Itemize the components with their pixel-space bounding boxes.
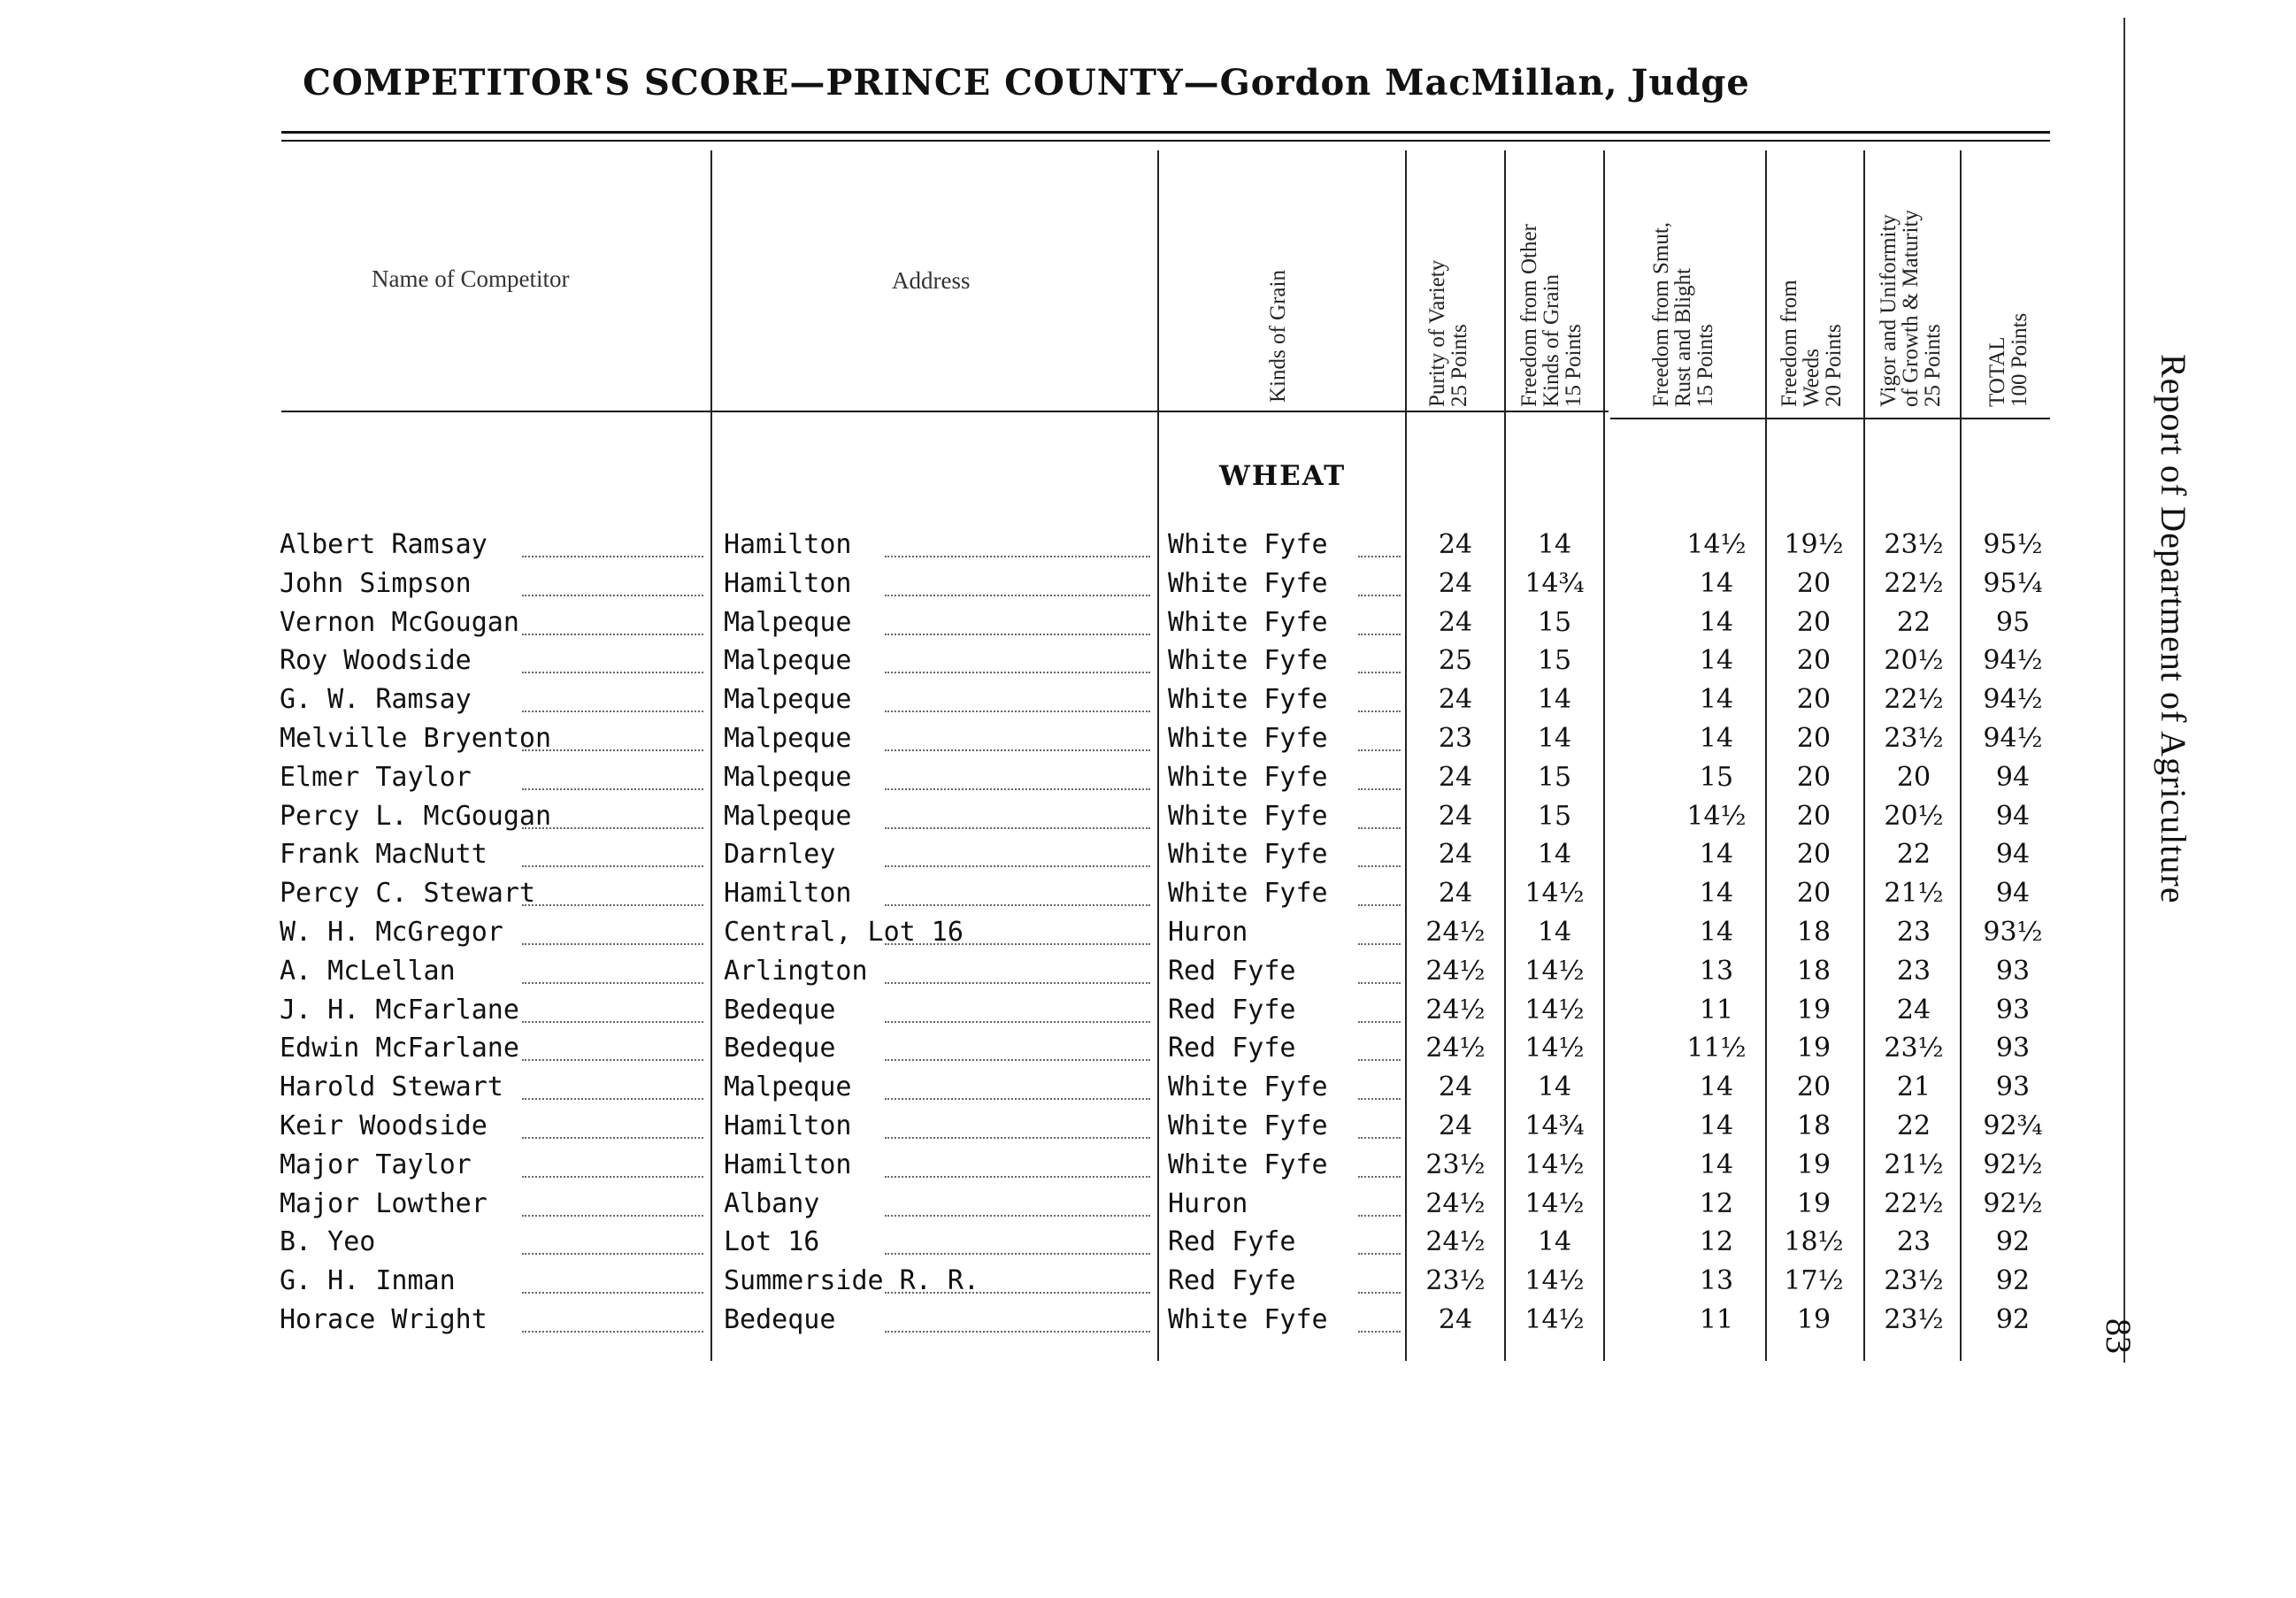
score-weeds: 20 (1796, 723, 1831, 754)
score-smut: 11 (1699, 1304, 1734, 1335)
table-row (0, 1033, 2053, 1072)
kind-leader (1358, 943, 1401, 945)
address-leader (885, 749, 1150, 751)
table-row (0, 917, 2053, 956)
score-smut: 12 (1699, 1226, 1734, 1258)
competitor-address: Hamilton (724, 529, 852, 560)
score-other: 14½ (1524, 1187, 1585, 1219)
score-other: 15 (1537, 606, 1572, 638)
grain-kind: White Fyfe (1168, 1072, 1328, 1103)
score-other: 15 (1537, 645, 1572, 677)
competitor-name: Melville Bryenton (280, 723, 552, 754)
header-bottom-rule-right (1610, 418, 2050, 419)
competitor-name: G. H. Inman (280, 1265, 456, 1297)
competitor-name: Elmer Taylor (280, 761, 472, 793)
score-total: 94 (1995, 761, 2031, 793)
score-vigor: 22½ (1884, 567, 1944, 599)
score-vigor: 23 (1896, 1226, 1931, 1258)
competitor-address: Malpeque (724, 723, 852, 754)
score-total: 95 (1995, 606, 2031, 638)
header-name: Name of Competitor (372, 265, 570, 292)
table-row (0, 723, 2053, 762)
table-row (0, 801, 2053, 840)
name-leader (522, 788, 703, 790)
score-weeds: 19½ (1784, 529, 1844, 560)
score-vigor: 22 (1896, 1110, 1931, 1141)
address-leader (885, 1253, 1150, 1255)
score-smut: 12 (1699, 1187, 1734, 1219)
grain-kind: Huron (1168, 1187, 1248, 1219)
address-leader (885, 1059, 1150, 1061)
header-vigor: Vigor and Uniformity of Growth & Maturity 25 Points (1877, 210, 1945, 407)
score-vigor: 20½ (1884, 800, 1944, 832)
score-vigor: 21½ (1884, 878, 1944, 910)
header-weeds: Freedom from Weeds 20 Points (1778, 280, 1846, 407)
grain-kind: Huron (1168, 917, 1248, 948)
score-purity: 24½ (1425, 994, 1486, 1026)
grain-kind: White Fyfe (1168, 723, 1328, 754)
score-other: 14 (1537, 1072, 1572, 1103)
score-purity: 24 (1438, 878, 1473, 910)
grain-kind: White Fyfe (1168, 1304, 1328, 1335)
competitor-name: Major Lowther (280, 1187, 488, 1219)
competitor-name: Keir Woodside (280, 1110, 488, 1141)
score-vigor: 22½ (1884, 1187, 1944, 1219)
page-number: 83 (2099, 1318, 2139, 1354)
score-weeds: 20 (1796, 567, 1831, 599)
address-leader (885, 982, 1150, 984)
address-leader (885, 1331, 1150, 1333)
score-weeds: 20 (1796, 645, 1831, 677)
competitor-name: Albert Ramsay (280, 529, 488, 560)
kind-leader (1358, 749, 1401, 751)
competitor-address: Hamilton (724, 878, 852, 910)
score-other: 14½ (1524, 1304, 1585, 1335)
score-other: 14½ (1524, 1149, 1585, 1180)
header-total: TOTAL 100 Points (1985, 312, 2031, 407)
competitor-address: Albany (724, 1187, 820, 1219)
address-leader (885, 595, 1150, 596)
score-smut: 14 (1699, 645, 1734, 677)
table-row (0, 568, 2053, 607)
name-leader (522, 1021, 703, 1023)
score-total: 93 (1995, 955, 2031, 987)
score-total: 92¾ (1983, 1110, 2043, 1141)
table-row (0, 1265, 2053, 1304)
table-row (0, 529, 2053, 568)
score-other: 14½ (1524, 994, 1585, 1026)
kind-leader (1358, 1137, 1401, 1139)
grain-kind: White Fyfe (1168, 800, 1328, 832)
competitor-address: Lot 16 (724, 1226, 820, 1258)
kind-leader (1358, 672, 1401, 673)
competitor-address: Bedeque (724, 1033, 836, 1064)
table-row (0, 1304, 2053, 1343)
address-leader (885, 788, 1150, 790)
score-vigor: 21 (1896, 1072, 1931, 1103)
name-leader (522, 711, 703, 712)
competitor-name: Harold Stewart (280, 1072, 503, 1103)
competitor-name: Major Taylor (280, 1149, 472, 1180)
competitor-name: B. Yeo (280, 1226, 376, 1258)
competitor-address: Central, Lot 16 (724, 917, 964, 948)
score-vigor: 21½ (1884, 1149, 1944, 1180)
score-vigor: 23½ (1884, 529, 1944, 560)
name-leader (522, 943, 703, 945)
competitor-name: J. H. McFarlane (280, 994, 519, 1026)
name-leader (522, 1137, 703, 1139)
grain-kind: White Fyfe (1168, 1110, 1328, 1141)
table-row (0, 1110, 2053, 1149)
competitor-name: Horace Wright (280, 1304, 488, 1335)
kind-leader (1358, 595, 1401, 596)
score-weeds: 17½ (1784, 1265, 1844, 1297)
kind-leader (1358, 1059, 1401, 1061)
competitor-name: W. H. McGregor (280, 917, 503, 948)
address-leader (885, 827, 1150, 829)
kind-leader (1358, 1292, 1401, 1294)
header-smut: Freedom from Smut, Rust and Blight 15 Points (1649, 221, 1717, 407)
name-leader (522, 982, 703, 984)
score-purity: 24½ (1425, 955, 1486, 987)
grain-kind: Red Fyfe (1168, 1226, 1296, 1258)
score-weeds: 20 (1796, 839, 1831, 871)
name-leader (522, 556, 703, 557)
competitor-name: Percy L. McGougan (280, 800, 552, 832)
score-weeds: 19 (1796, 1033, 1831, 1064)
score-smut: 14 (1699, 917, 1734, 948)
score-other: 14 (1537, 1226, 1572, 1258)
score-total: 93 (1995, 1033, 2031, 1064)
table-row (0, 956, 2053, 995)
score-weeds: 20 (1796, 878, 1831, 910)
competitor-name: A. McLellan (280, 955, 456, 987)
score-vigor: 22½ (1884, 684, 1944, 716)
address-leader (885, 672, 1150, 673)
score-other: 14 (1537, 684, 1572, 716)
name-leader (522, 827, 703, 829)
name-leader (522, 1253, 703, 1255)
score-vigor: 20½ (1884, 645, 1944, 677)
score-total: 92½ (1983, 1149, 2043, 1180)
address-leader (885, 865, 1150, 867)
competitor-address: Bedeque (724, 1304, 836, 1335)
score-weeds: 20 (1796, 684, 1831, 716)
score-other: 14½ (1524, 955, 1585, 987)
score-other: 14¾ (1524, 1110, 1585, 1141)
score-weeds: 19 (1796, 994, 1831, 1026)
score-total: 95½ (1983, 529, 2043, 560)
score-other: 14 (1537, 529, 1572, 560)
score-total: 94½ (1983, 723, 2043, 754)
kind-leader (1358, 865, 1401, 867)
score-purity: 24½ (1425, 917, 1486, 948)
score-total: 94 (1995, 839, 2031, 871)
right-margin-rule (2123, 18, 2125, 1363)
score-other: 14½ (1524, 1033, 1585, 1064)
competitor-address: Malpeque (724, 800, 852, 832)
score-purity: 23 (1438, 723, 1473, 754)
top-rule-1 (281, 131, 2050, 134)
score-vigor: 23½ (1884, 1304, 1944, 1335)
competitor-address: Darnley (724, 839, 836, 871)
score-purity: 24½ (1425, 1187, 1486, 1219)
kind-leader (1358, 634, 1401, 635)
score-vigor: 23 (1896, 955, 1931, 987)
kind-leader (1358, 982, 1401, 984)
score-vigor: 22 (1896, 839, 1931, 871)
score-other: 14 (1537, 723, 1572, 754)
address-leader (885, 1176, 1150, 1178)
page-title: COMPETITOR'S SCORE—PRINCE COUNTY—Gordon MacMillan, Judge (303, 62, 1750, 104)
score-smut: 11½ (1686, 1033, 1747, 1064)
competitor-address: Arlington (724, 955, 868, 987)
score-purity: 24 (1438, 761, 1473, 793)
grain-kind: White Fyfe (1168, 761, 1328, 793)
name-leader (522, 865, 703, 867)
score-total: 94 (1995, 878, 2031, 910)
score-weeds: 18 (1796, 955, 1831, 987)
competitor-name: Roy Woodside (280, 645, 472, 677)
score-purity: 24 (1438, 800, 1473, 832)
name-leader (522, 595, 703, 596)
name-leader (522, 1215, 703, 1217)
address-leader (885, 711, 1150, 712)
table-row (0, 607, 2053, 646)
address-leader (885, 634, 1150, 635)
name-leader (522, 634, 703, 635)
grain-kind: Red Fyfe (1168, 1265, 1296, 1297)
table-row (0, 839, 2053, 878)
competitor-address: Bedeque (724, 994, 836, 1026)
score-total: 93½ (1983, 917, 2043, 948)
grain-kind: White Fyfe (1168, 645, 1328, 677)
score-total: 94½ (1983, 645, 2043, 677)
header-address: Address (892, 267, 971, 294)
kind-leader (1358, 1331, 1401, 1333)
competitor-address: Malpeque (724, 645, 852, 677)
score-other: 15 (1537, 761, 1572, 793)
score-smut: 14 (1699, 684, 1734, 716)
top-rule-2 (281, 140, 2050, 142)
score-total: 93 (1995, 1072, 2031, 1103)
name-leader (522, 1176, 703, 1178)
competitor-address: Summerside R. R. (724, 1265, 979, 1297)
score-weeds: 19 (1796, 1187, 1831, 1219)
score-smut: 14 (1699, 878, 1734, 910)
address-leader (885, 556, 1150, 557)
competitor-name: Edwin McFarlane (280, 1033, 519, 1064)
address-leader (885, 1021, 1150, 1023)
address-leader (885, 1098, 1150, 1100)
score-smut: 14 (1699, 723, 1734, 754)
score-smut: 13 (1699, 1265, 1734, 1297)
competitor-address: Hamilton (724, 567, 852, 599)
address-leader (885, 1215, 1150, 1217)
section-heading-wheat: WHEAT (1219, 460, 1347, 492)
score-purity: 24½ (1425, 1226, 1486, 1258)
score-vigor: 22 (1896, 606, 1931, 638)
score-smut: 14 (1699, 567, 1734, 599)
score-vigor: 23½ (1884, 723, 1944, 754)
score-smut: 14 (1699, 1110, 1734, 1141)
score-other: 14¾ (1524, 567, 1585, 599)
score-vigor: 23½ (1884, 1033, 1944, 1064)
score-other: 15 (1537, 800, 1572, 832)
competitor-address: Hamilton (724, 1110, 852, 1141)
score-total: 92 (1995, 1304, 2031, 1335)
table-row (0, 1188, 2053, 1227)
score-other: 14 (1537, 839, 1572, 871)
score-total: 93 (1995, 994, 2031, 1026)
address-leader (885, 943, 1150, 945)
score-purity: 24 (1438, 529, 1473, 560)
score-other: 14 (1537, 917, 1572, 948)
score-total: 92½ (1983, 1187, 2043, 1219)
address-leader (885, 904, 1150, 906)
grain-kind: White Fyfe (1168, 1149, 1328, 1180)
score-purity: 24 (1438, 839, 1473, 871)
score-smut: 15 (1699, 761, 1734, 793)
kind-leader (1358, 1021, 1401, 1023)
score-purity: 24 (1438, 567, 1473, 599)
address-leader (885, 1137, 1150, 1139)
grain-kind: White Fyfe (1168, 684, 1328, 716)
table-row (0, 878, 2053, 917)
score-smut: 14½ (1686, 800, 1747, 832)
name-leader (522, 1292, 703, 1294)
name-leader (522, 1059, 703, 1061)
score-total: 94½ (1983, 684, 2043, 716)
score-purity: 24 (1438, 1304, 1473, 1335)
table-row (0, 1072, 2053, 1110)
score-smut: 14 (1699, 1072, 1734, 1103)
kind-leader (1358, 904, 1401, 906)
score-purity: 24 (1438, 1110, 1473, 1141)
score-weeds: 20 (1796, 1072, 1831, 1103)
table-row (0, 995, 2053, 1033)
competitor-name: Frank MacNutt (280, 839, 488, 871)
name-leader (522, 1331, 703, 1333)
score-purity: 23½ (1425, 1265, 1486, 1297)
side-title: Report of Department of Agriculture (2154, 354, 2193, 904)
score-purity: 25 (1438, 645, 1473, 677)
score-other: 14½ (1524, 1265, 1585, 1297)
table-row (0, 762, 2053, 801)
kind-leader (1358, 1176, 1401, 1178)
score-smut: 14 (1699, 606, 1734, 638)
score-smut: 14 (1699, 1149, 1734, 1180)
grain-kind: White Fyfe (1168, 567, 1328, 599)
score-smut: 14 (1699, 839, 1734, 871)
name-leader (522, 672, 703, 673)
grain-kind: White Fyfe (1168, 839, 1328, 871)
score-purity: 24 (1438, 606, 1473, 638)
score-weeds: 20 (1796, 761, 1831, 793)
grain-kind: White Fyfe (1168, 606, 1328, 638)
score-weeds: 19 (1796, 1304, 1831, 1335)
kind-leader (1358, 711, 1401, 712)
table-row (0, 684, 2053, 723)
score-weeds: 18 (1796, 917, 1831, 948)
grain-kind: Red Fyfe (1168, 955, 1296, 987)
score-weeds: 18½ (1784, 1226, 1844, 1258)
kind-leader (1358, 788, 1401, 790)
score-vigor: 23½ (1884, 1265, 1944, 1297)
table-row (0, 645, 2053, 684)
competitor-name: Percy C. Stewart (280, 878, 535, 910)
score-weeds: 20 (1796, 606, 1831, 638)
competitor-name: G. W. Ramsay (280, 684, 472, 716)
score-vigor: 24 (1896, 994, 1931, 1026)
score-weeds: 19 (1796, 1149, 1831, 1180)
score-vigor: 23 (1896, 917, 1931, 948)
header-purity: Purity of Variety 25 Points (1425, 259, 1471, 407)
name-leader (522, 904, 703, 906)
competitor-address: Malpeque (724, 1072, 852, 1103)
score-total: 92 (1995, 1226, 2031, 1258)
competitor-address: Hamilton (724, 1149, 852, 1180)
score-weeds: 18 (1796, 1110, 1831, 1141)
grain-kind: Red Fyfe (1168, 1033, 1296, 1064)
score-smut: 11 (1699, 994, 1734, 1026)
grain-kind: White Fyfe (1168, 529, 1328, 560)
competitor-name: Vernon McGougan (280, 606, 519, 638)
score-total: 95¼ (1983, 567, 2043, 599)
score-weeds: 20 (1796, 800, 1831, 832)
name-leader (522, 749, 703, 751)
score-smut: 14½ (1686, 529, 1747, 560)
competitor-address: Malpeque (724, 606, 852, 638)
score-other: 14½ (1524, 878, 1585, 910)
address-leader (885, 1292, 1150, 1294)
grain-kind: Red Fyfe (1168, 994, 1296, 1026)
score-vigor: 20 (1896, 761, 1931, 793)
kind-leader (1358, 1098, 1401, 1100)
score-purity: 24½ (1425, 1033, 1486, 1064)
header-kind: Kinds of Grain (1266, 270, 1290, 403)
score-purity: 23½ (1425, 1149, 1486, 1180)
kind-leader (1358, 556, 1401, 557)
name-leader (522, 1098, 703, 1100)
table-row (0, 1226, 2053, 1265)
score-total: 92 (1995, 1265, 2031, 1297)
kind-leader (1358, 827, 1401, 829)
header-bottom-rule (281, 411, 1609, 412)
grain-kind: White Fyfe (1168, 878, 1328, 910)
score-purity: 24 (1438, 1072, 1473, 1103)
kind-leader (1358, 1215, 1401, 1217)
score-purity: 24 (1438, 684, 1473, 716)
competitor-address: Malpeque (724, 761, 852, 793)
competitor-name: John Simpson (280, 567, 472, 599)
score-smut: 13 (1699, 955, 1734, 987)
table-row (0, 1149, 2053, 1188)
header-other-kinds: Freedom from Other Kinds of Grain 15 Points (1517, 224, 1586, 407)
kind-leader (1358, 1253, 1401, 1255)
competitor-address: Malpeque (724, 684, 852, 716)
score-total: 94 (1995, 800, 2031, 832)
